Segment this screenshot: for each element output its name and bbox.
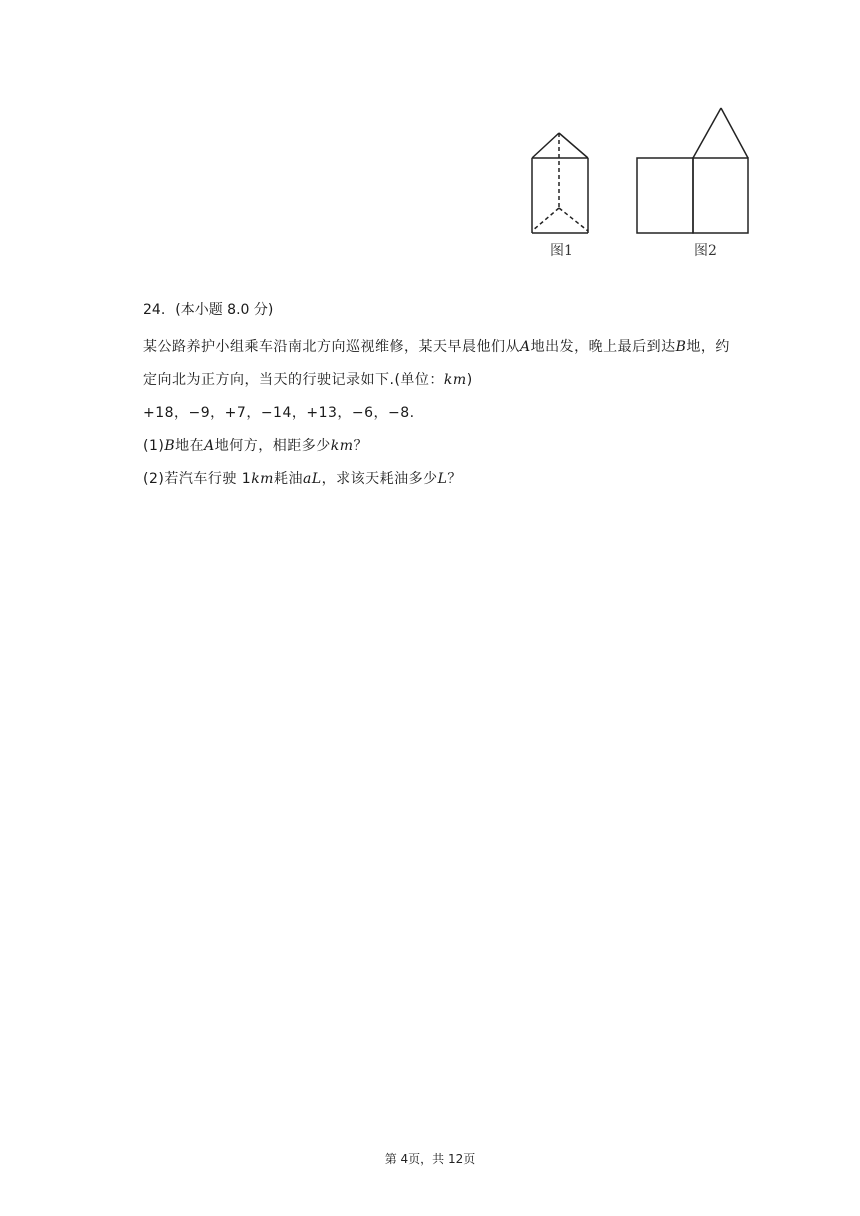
figure-2-net — [637, 108, 748, 233]
intro-text-1: 某公路养护小组乘车沿南北方向巡视维修，某天早晨他们从 — [143, 339, 520, 355]
sub1-end: ？ — [353, 438, 369, 454]
driving-records: +18，−9，+7，−14，+13，−6，−8. — [143, 405, 415, 421]
sub-question-2 — [143, 469, 753, 489]
var-a: A — [520, 339, 531, 355]
geometry-figures — [520, 100, 760, 265]
sub2-prefix: (2)若汽车行驶 1 — [143, 471, 252, 487]
sub1-text-1: 地在 — [175, 438, 205, 454]
question-score: (本小题 8.0 分) — [175, 302, 274, 318]
unit-km: km — [443, 372, 467, 388]
sub1-var-a: A — [204, 438, 215, 454]
intro-text-2: 地出发，晚上最后到达 — [530, 339, 676, 355]
page-footer: 第 4页，共 12页 — [384, 1152, 476, 1166]
sub2-end: ？ — [447, 471, 462, 487]
sub2-unit-km: km — [251, 471, 274, 487]
question-number: 24. — [143, 302, 166, 318]
figure-1-prism — [532, 133, 588, 233]
sub2-var-al: aL — [302, 471, 322, 487]
intro-text-5: ) — [466, 372, 473, 388]
figure-drawings — [520, 100, 760, 245]
sub1-var-b: B — [164, 438, 176, 454]
intro-text-3: 地，约 — [686, 339, 730, 355]
sub-question-1 — [143, 436, 753, 456]
sub1-prefix: (1) — [143, 438, 165, 454]
sub2-text-2: ，求该天耗油多少 — [321, 471, 438, 487]
sub2-text-1: 耗油 — [273, 471, 303, 487]
sub1-unit-km: km — [330, 438, 354, 454]
question-intro-line2 — [143, 370, 753, 390]
figure-1-caption: 图1 — [550, 243, 573, 259]
intro-text-4: 定向北为正方向，当天的行驶记录如下.(单位： — [143, 372, 444, 388]
question-header — [143, 300, 273, 320]
sub1-text-2: 地何方，相距多少 — [214, 438, 331, 454]
figure-2-caption: 图2 — [694, 243, 717, 259]
var-b: B — [675, 339, 687, 355]
sub2-var-l: L — [437, 471, 448, 487]
question-intro-line1 — [143, 337, 753, 357]
